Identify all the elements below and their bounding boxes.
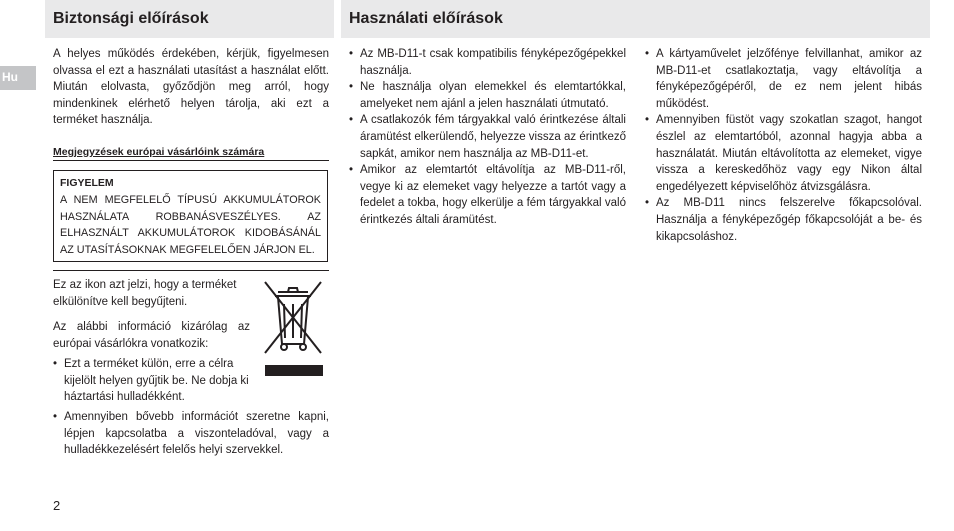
safety-intro: A helyes működés érdekében, kérjük, figyelmesen olvassa el ezt a használati utasítást a használat előtt. Miután elolvasta, győződjön meg arról, hogy mindenkinek elérhető helyen tárolja, aki ezt a terméket használja. — [53, 48, 329, 127]
usage-title: Használati előírások — [349, 10, 503, 27]
safety-header — [45, 0, 334, 38]
language-tab-label: Hu — [2, 70, 18, 84]
list-item: • Amikor az elemtartót eltávolítja az MB-D11-ről, vegye ki az elemeket vagy helyezze a tartót vagy a fedelet a tokba, hogy elkerülje a fém tárgyakkal való érintkezés általi áramütést. — [349, 162, 626, 228]
eu-notes-subheading: Megjegyzések európai vásárlóink számára — [53, 146, 329, 161]
symbol-explanation — [53, 277, 253, 310]
list-item: • Az MB-D11 nincs felszerelve főkapcsolóval. Használja a fényképezőgép főkapcsolóját a be- és kikapcsoláshoz. — [645, 195, 922, 245]
list-item: • A csatlakozók fém tárgyakkal való érintkezése általi áramütést elkerülendő, helyezze vissza az érintkező sapkát, amikor nem használja az MB-D11-et. — [349, 112, 626, 162]
list-item: • Amennyiben füstöt vagy szokatlan szagot, hangot észlel az elemtartóból, azonnal hagyja abba a használatát. Miután eltávolította az elemeket, vigye vissza a kereskedőhöz vagy egy Nikon által engedélyezett képviselőhöz átvizsgálásra. — [645, 112, 922, 195]
divider — [53, 270, 329, 271]
list-item: • Ezt a terméket külön, erre a célra kijelölt helyen gyűjtik be. Ne dobja ki háztartási hulladékként. — [53, 356, 250, 406]
eu-bullets-1 — [53, 356, 250, 406]
usage-col-2 — [645, 46, 922, 245]
page-number: 2 — [53, 498, 61, 513]
list-item: • A kártyaművelet jelzőfénye felvillanhat, amikor az MB-D11-et csatlakoztatja, vagy eltávolítja a fényképezőgépéről, de ez nem jelent hibás működést. — [645, 46, 922, 112]
list-item: • Amennyiben bővebb információt szeretne kapni, lépjen kapcsolatba a viszonteladóval, vagy a hulladékkezelésért felelős helyi szervekkel. — [53, 409, 329, 459]
usage-col-1 — [349, 46, 626, 229]
crossed-out-wheelie-bin-icon — [262, 278, 324, 378]
language-tab — [0, 66, 36, 90]
warning-text: A NEM MEGFELELŐ TÍPUSÚ AKKUMULÁTOROK HASZNÁLATA ROBBANÁSVESZÉLYES. AZ ELHASZNÁLT AKKUMULÁTOROK KIDOBÁSÁNÁL AZ UTASÍTÁSOKNAK MEGFELELŐEN JÁRJON EL. — [60, 194, 321, 256]
safety-title: Biztonsági előírások — [53, 10, 209, 27]
list-item: • Az MB-D11-t csak kompatibilis fényképezőgépekkel használja. — [349, 46, 626, 79]
symbol-text: Ez az ikon azt jelzi, hogy a terméket elkülönítve kell begyűjteni. — [53, 279, 237, 308]
warning-box — [53, 170, 328, 262]
warning-title: FIGYELEM — [60, 177, 114, 189]
safety-intro-block — [53, 46, 329, 129]
usage-header — [341, 0, 930, 38]
list-item: • Ne használja olyan elemekkel és elemtartókkal, amelyeket nem ajánl a jelen használati útmutató. — [349, 79, 626, 112]
eu-info — [53, 319, 250, 352]
eu-info-text: Az alábbi információ kizárólag az európai vásárlókra vonatkozik: — [53, 321, 250, 350]
eu-bullets-2 — [53, 409, 329, 459]
